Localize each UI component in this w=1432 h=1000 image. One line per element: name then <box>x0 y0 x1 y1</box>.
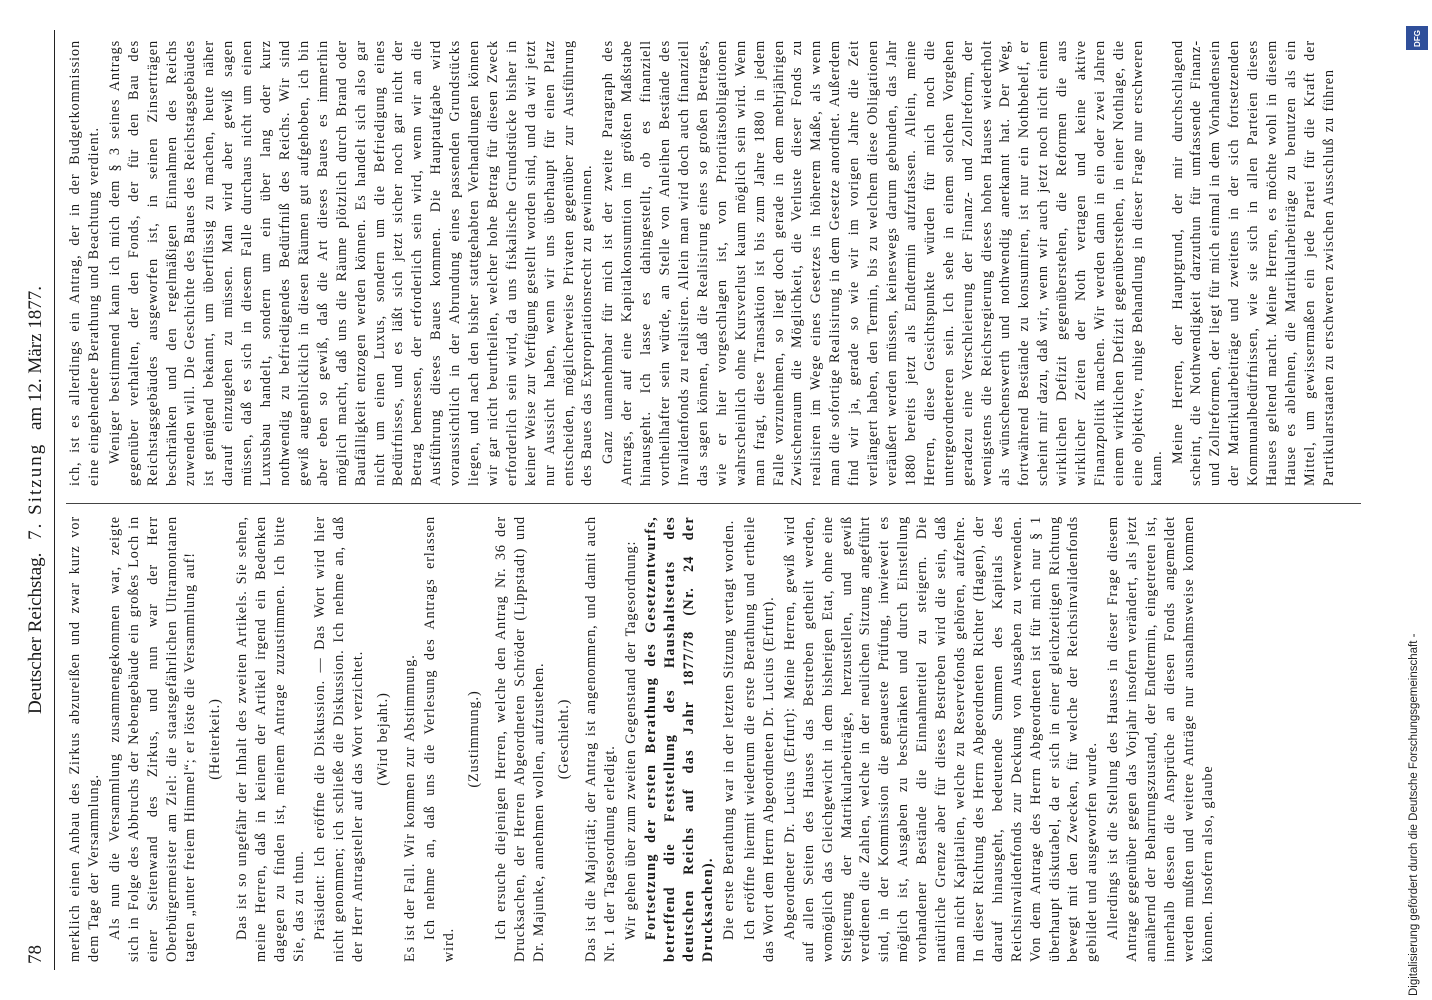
interjection: (Wird bejaht.) <box>374 692 391 786</box>
header-date: am 12. März 1877. <box>25 285 46 431</box>
page-number: 78 <box>25 945 46 964</box>
header-session: 7. Sitzung <box>25 442 46 540</box>
paragraph: Ganz unannehmbar für mich ist der zweite Paragraph des Antrags, der auf eine Kapitalkonsumtion im größten Maßstabe hinausgeht. Ich lasse es dahingestellt, ob es finanziell vortheilhafter sein würde, an Stelle von Anleihen Bestände des Invalidenfonds zu realisiren. Allein man wird doch auch finanziell das sagen können, daß die Realisirung eines so großen Betrages, wie er hier vorgeschlagen ist, von Prioritätsobligationen wahrscheinlich ohne Kursverlust kaum möglich sein wird. Wenn man fragt, diese Transaktion ist bis zum Jahre 1880 in jedem Falle vorzunehmen, so liegt doch gerade in dem mehrjährigen Zwischenraum die Möglichkeit, die Verluste dieser Fonds zu realisiren im Wege eines Gesetzes in höherem Maße, als wenn man die sofortige Realisirung in dem Gesetze anordnet. Außerdem find wir ja, gerade so wie wir im vorigen Jahre die Zeit verlängert haben, den Termin, bis zu welchem diese Obligationen veräußert werden müssen, keineswegs darum gebunden, das Jahr 1880 bereits jetzt als Endtermin aufzufassen. Allein, meine Herren, diese Gesichtspunkte würden für mich noch die untergeordneteren sein. Ich sehe in einem solchen Vorgehen geradezu eine Verschleierung der Finanz- und Zollreform, der wenigstens die Reichsregierung dieses hohen Hauses wiederholt als wünschenswerth und nothwendig anerkannt hat. Der Weg, fortwährend Bestände zu konsumiren, ist nur ein Nothbehelf, er scheint mir dazu, daß wir, wenn wir auch jetzt noch nicht einem wirklichen Defizit gegenüberstehen, die Reformen die aus wirklicher Zeiten der Noth vertagen und keine aktive Finanzpolitik machen. Wir werden dann in ein oder zwei Jahren einem wirklichen Defizit gegenüberstehen, in einer Nothlage, die eine objektive, ruhige Behandlung in dieser Frage nur erschweren kann. <box>600 40 1165 486</box>
rotated-page <box>18 30 1373 970</box>
interjection: (Heiterkeit.) <box>207 698 224 780</box>
paragraph: Es ist der Fall. Wir kommen zur Abstimmung. <box>401 654 418 962</box>
paragraph: Allerdings ist die Stellung des Hauses in dieser Frage diesem Antrage gegenüber gegen das Vorjahr insofern verändert, als jetzt annähernd der Beharrungszustand, der Endtermin, eingetreten ist, innerhalb dessen die Ansprüche an diesen Fonds angemeldet werden mußten und weitere Anträge nur ausnahmsweise kommen können. Insofern also, glaube <box>1105 516 1216 962</box>
paragraph: ich, ist es allerdings ein Antrag, der in der Budgetkommission eine eingehendere Berathung und Beachtung verdient. <box>67 40 102 486</box>
header-left-title: Deutscher Reichstag. <box>25 552 46 715</box>
paragraph: Meine Herren, der Hauptgrund, der mir durchschlagend scheint, die Nothwendigkeit darzuthun für umfassende Finanz- und Zollreformen, der liegt für mich einmal in dem Vorhandensein der Matrikularbeiträge und zweitens in der sich fortsetzenden Kommunalbedürfnissen, wie sie sich in allen Parteien dieses Hauses geltend macht. Meine Herren, es möchte wohl in diesem Hause es ablehnen, die Matrikularbeiträge zu benutzen als ein Mittel, um gewissermaßen ein jede Partei für die Kraft der Partikularstaaten zu erschweren zwischen Ausschluß zu führen <box>1169 40 1337 486</box>
digitization-credit: Digitalisierung gefördert durch die Deutsche Forschungsgemeinschaft - <box>1408 633 1420 996</box>
paragraph: Die erste Berathung war in der letzten Sitzung vertagt worden. <box>721 519 738 940</box>
text-column-right <box>66 40 1366 486</box>
dfg-logo: DFG <box>1406 26 1428 50</box>
paragraph: Weniger bestimmend kann ich mich dem § 3 seines Antrags gegenüber verhalten, der den Fonds, der für den Bau des Reichstagsgebäudes ausgeworfen ist, in seinen Zinserträgen beschränken und den regelmäßigen Einnahmen des Reichs zuwenden will. Die Geschichte des Baues des Reichstagsgebäudes ist genügend bekannt, um überflüssig zu machen, heute näher darauf einzugehen zu müssen. Man wird aber gewiß sagen müssen, daß es sich in diesem Falle durchaus nicht um einen Luxusbau handelt, sondern um ein über lang oder kurz nothwendig zu befriedigendes Bedürfniß des Reichs. Wir sind gewiß augenblicklich in diesen Räumen gut aufgehoben, ich bin aber eben so gewiß, daß die Art dieses Baues es immerhin möglich macht, daß uns die Räume plötzlich durch Brand oder Baufälligkeit entzogen werden können. Es handelt sich also gar nicht um einen Luxus, sondern um die Befriedigung eines Bedürfnisses, und es läßt sich jetzt sicher noch gar nicht der Betrag bemessen, der erforderlich sein wird, wenn wir an die Ausführung dieses Baues kommen. Die Hauptaufgabe wird voraussichtlich in der Abrundung eines passenden Grundstücks liegen, und nach den bisher stattgehabten Verhandlungen können wir gar nicht beurtheilen, welcher hohe Betrag für diesen Zweck erforderlich sein wird, da uns fiskalische Grundstücke bisher in keiner Weise zur Verfügung gestellt worden sind, und da wir jetzt nur Aussicht haben, wenn wir uns überhaupt für einen Platz entscheiden, möglicherweise Privaten gegenüber zur Ausführung des Baues das Expropriationsrecht zu gewinnen. <box>106 40 596 486</box>
text-column-left <box>66 516 1366 962</box>
interjection: (Geschieht.) <box>555 698 572 780</box>
paragraph: Das ist so ungefähr der Inhalt des zweiten Artikels. Sie sehen, meine Herren, daß in keinem der Artikel irgend ein Bedenken dagegen zu finden ist, meinem Antrage zuzustimmen. Ich bitte Sie, das zu thun. <box>234 516 307 962</box>
running-title <box>25 30 47 970</box>
speech-paragraph: Abgeordneter Dr. Lucius (Erfurt): Meine Herren, gewiß wird auf allen Seiten des Hauses das Bestreben getheilt werden, womöglich das Gleichgewicht in dem bisherigen Etat, ohne eine Steigerung der Matrikularbeiträge, herzustellen, und gewiß verdienen die Zahlen, welche in der neulichen Sitzung angeführt sind, in der Kommission die genaueste Prüfung, inwieweit es möglich ist, Ausgaben zu beschränken und durch Einstellung vorhandener Bestände die Einnahmetitel zu steigern. Die natürliche Grenze aber für dieses Bestreben wird die sein, daß man nicht Kapitalien, welche zu Reservefonds gehören, aufzehre. In dieser Richtung des Herrn Abgeordneten Richter (Hagen), der darauf hinausgeht, bedeutende Summen des Kapitals des Reichsinvalidenfonds zur Deckung von Ausgaben zu verwenden. Von dem Antrage des Herrn Abgeordneten ist für mich nur § 1 überhaupt diskutabel, da er sich in einer gleichzeitigen Richtung bewegt mit den Zwecken, für welche der Reichsinvalidenfonds gebildet und ausgeworfen wurde. <box>781 516 1101 962</box>
paragraph: Präsident: Ich eröffne die Diskussion. — Das Wort wird hier nicht genommen; ich schließe die Diskussion. Ich nehme an, daß der Herr Antragsteller auf das Wort verzichtet. <box>311 516 366 962</box>
paragraph: merklich einen Anbau des Zirkus abzureißen und zwar kurz vor dem Tage der Versammlung. <box>67 516 102 962</box>
paragraph: Das ist die Majorität; der Antrag ist angenommen, und damit auch Nr. 1 der Tagesordnung erledigt. <box>582 516 618 962</box>
paragraph: Wir gehen über zum zweiten Gegenstand der Tagesordnung: <box>622 540 639 940</box>
paragraph: Als nun die Versammlung zusammengekommen war, zeigte sich in Folge des Abbruchs der Nebengebäude ein großes Loch in einer Seitenwand des Zirkus, und nun war der Herr Oberbürgermeister am Ziel: die staatsgefährlichen Ultramontanen tagten „unter freiem Himmel“; er löste die Versammlung auf! <box>106 516 199 962</box>
column-divider <box>66 503 1361 504</box>
paragraph: Ich ersuche diejenigen Herren, welche den Antrag Nr. 36 der Drucksachen, der Herren Abgeordneten Schröder (Lippstadt) und Dr. Majunke, annehmen wollen, aufzustehen. <box>493 516 547 962</box>
paragraph: Ich eröffne hiermit wiederum die erste Berathung und ertheile das Wort dem Herrn Abgeordneten Dr. Lucius (Erfurt). <box>742 516 777 962</box>
interjection: (Zustimmung.) <box>466 690 483 788</box>
page-header <box>18 30 55 970</box>
paragraph: Ich nehme an, daß uns die Verlesung des Antrags erlassen wird. <box>422 516 458 962</box>
agenda-item-heading: Fortsetzung der ersten Berathung des Gesetzentwurfs, betreffend die Feststellung des Haushaltsetats des deutschen Reichs auf das Jahr 1877/78 (Nr. 24 der Drucksachen). <box>643 516 717 962</box>
